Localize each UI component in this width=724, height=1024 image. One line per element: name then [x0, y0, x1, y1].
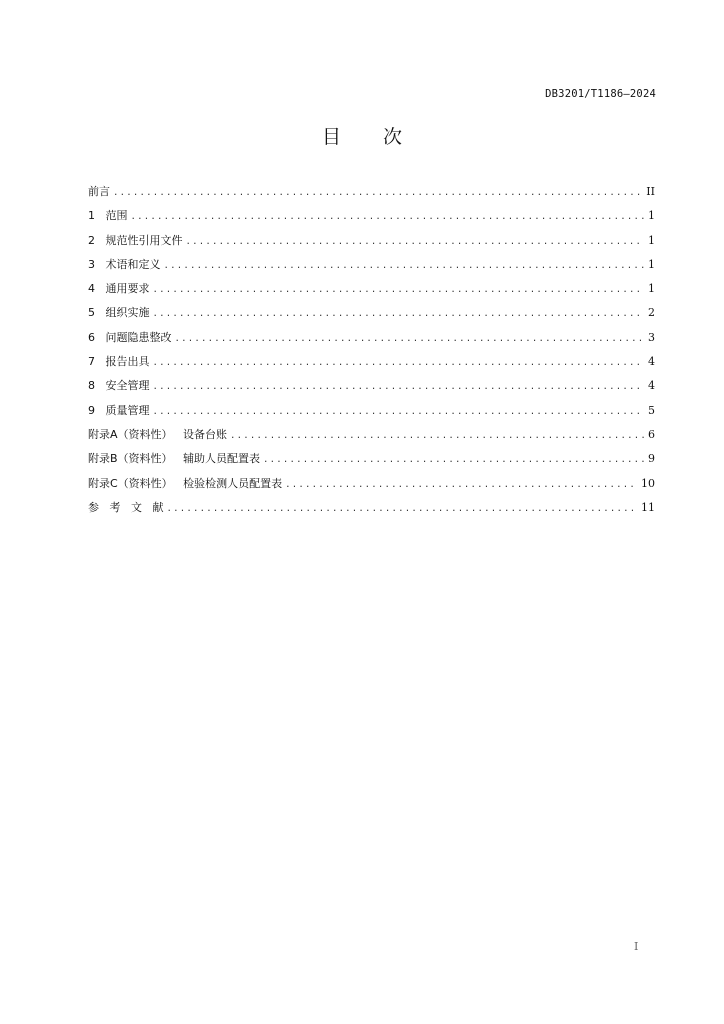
title-char-2: 次	[383, 126, 403, 148]
toc-entry-label: 附录C（资料性） 检验检测人员配置表	[88, 476, 283, 490]
toc-entry-label: 2 规范性引用文件	[88, 233, 183, 247]
toc-entry-rectification[interactable]	[88, 331, 655, 355]
toc-leader-dots	[175, 332, 645, 346]
toc-entry-appendix-a[interactable]	[88, 428, 655, 452]
toc-entry-page: 11	[641, 500, 655, 514]
toc-entry-label: 前言	[88, 185, 110, 198]
toc-entry-label: 1 范围	[88, 209, 128, 223]
toc-leader-dots	[263, 453, 644, 467]
toc-entry-page: 1	[648, 233, 655, 247]
toc-entry-label: 3 术语和定义	[88, 257, 161, 271]
toc-entry-label: 9 质量管理	[88, 403, 150, 417]
toc-entry-page: 6	[648, 427, 655, 441]
toc-entry-report[interactable]	[88, 355, 655, 379]
toc-leader-dots	[230, 429, 644, 443]
toc-leader-dots	[131, 210, 645, 224]
toc-entry-page: 1	[648, 209, 655, 223]
toc-entry-page: 10	[641, 476, 655, 490]
toc-entry-appendix-c[interactable]	[88, 477, 655, 501]
toc-entry-organization[interactable]	[88, 306, 655, 330]
toc-entry-safety[interactable]	[88, 379, 655, 403]
table-of-contents	[88, 185, 655, 525]
title-char-1: 目	[321, 126, 341, 148]
toc-entry-normative-references[interactable]	[88, 234, 655, 258]
toc-entry-general-requirements[interactable]	[88, 282, 655, 306]
standard-code: DB3201/T1186—2024	[545, 88, 656, 100]
toc-entry-page: 4	[648, 355, 655, 369]
page-number: I	[634, 940, 639, 953]
toc-leader-dots	[153, 356, 645, 370]
toc-entry-scope[interactable]	[88, 209, 655, 233]
toc-leader-dots	[153, 283, 645, 297]
toc-leader-dots	[113, 186, 643, 200]
toc-leader-dots	[285, 478, 638, 492]
toc-entry-label: 参 考 文 献	[88, 500, 164, 514]
toc-entry-label: 6 问题隐患整改	[88, 330, 172, 344]
toc-entry-foreword[interactable]	[88, 185, 655, 209]
toc-entry-page: 1	[648, 282, 655, 296]
toc-entry-terms-definitions[interactable]	[88, 258, 655, 282]
toc-leader-dots	[164, 259, 645, 273]
toc-entry-page: 2	[648, 306, 655, 320]
toc-leader-dots	[186, 235, 645, 249]
toc-leader-dots	[153, 380, 645, 394]
toc-entry-bibliography[interactable]	[88, 501, 655, 525]
toc-entry-page: 1	[648, 257, 655, 271]
toc-leader-dots	[166, 502, 638, 516]
toc-entry-page: 4	[648, 379, 655, 393]
toc-entry-label: 4 通用要求	[88, 282, 150, 296]
toc-leader-dots	[153, 307, 645, 321]
toc-entry-appendix-b[interactable]	[88, 452, 655, 476]
toc-entry-label: 8 安全管理	[88, 379, 150, 393]
toc-leader-dots	[153, 405, 645, 419]
toc-entry-label: 附录B（资料性） 辅助人员配置表	[88, 452, 261, 466]
page-title	[0, 122, 724, 149]
toc-entry-quality[interactable]	[88, 404, 655, 428]
toc-entry-page: 5	[648, 403, 655, 417]
toc-entry-label: 5 组织实施	[88, 306, 150, 320]
toc-entry-page: 9	[648, 452, 655, 466]
toc-entry-page: 3	[648, 330, 655, 344]
toc-entry-label: 附录A（资料性） 设备台账	[88, 427, 228, 441]
toc-entry-page: II	[646, 185, 655, 198]
toc-entry-label: 7 报告出具	[88, 355, 150, 369]
